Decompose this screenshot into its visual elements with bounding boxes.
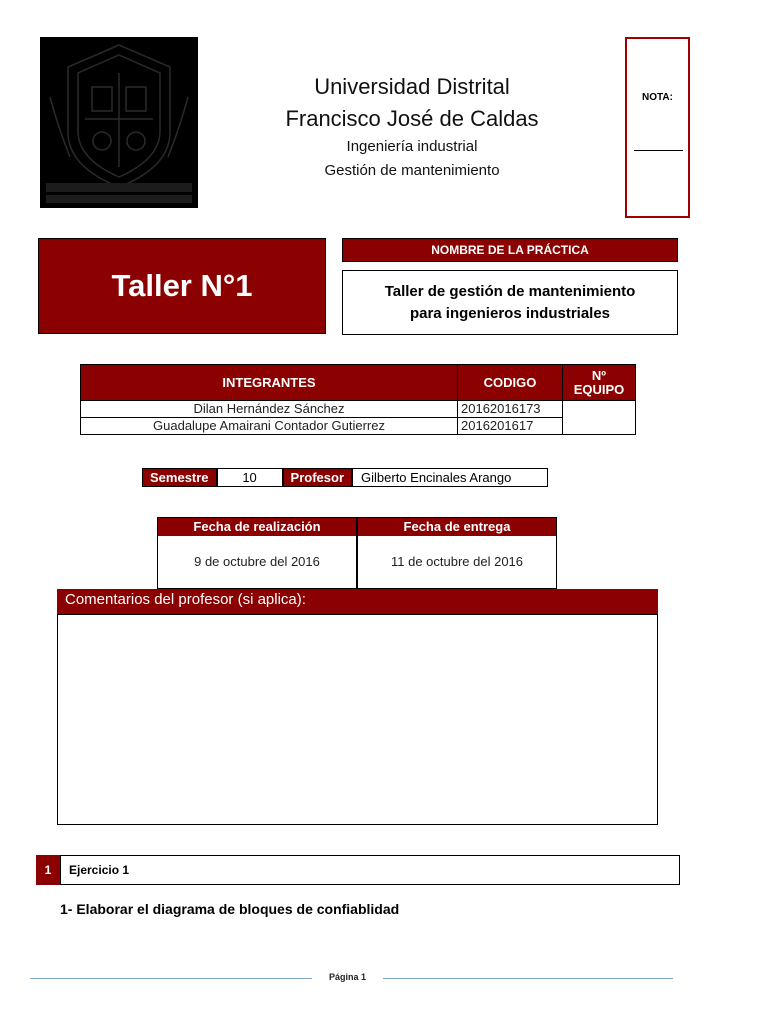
members-header: INTEGRANTES xyxy=(81,365,458,401)
university-seal-icon xyxy=(40,37,198,208)
page-number: Página 1 xyxy=(328,972,366,982)
member-code: 2016201617 xyxy=(458,418,563,435)
code-header: CODIGO xyxy=(458,365,563,401)
completion-date-value: 9 de octubre del 2016 xyxy=(194,554,320,569)
comments-box xyxy=(57,614,658,825)
footer-line-left xyxy=(30,978,312,979)
due-date-cell xyxy=(357,517,557,589)
team-number-header xyxy=(563,365,636,401)
course-info-row xyxy=(142,468,548,487)
course-name: Gestión de mantenimiento xyxy=(324,162,500,179)
practice-title: Taller N°1 xyxy=(38,238,326,334)
due-date-value: 11 de octubre del 2016 xyxy=(390,554,524,569)
member-name: Dilan Hernández Sánchez xyxy=(81,401,458,418)
completion-date-cell xyxy=(157,517,357,589)
member-code: 20162016173 xyxy=(458,401,563,418)
dates-table xyxy=(157,517,557,589)
semester-label: Semestre xyxy=(142,468,217,487)
team-number-cell xyxy=(563,401,636,435)
exercise-instruction: 1- Elaborar el diagrama de bloques de confiablidad xyxy=(60,901,400,917)
table-row xyxy=(81,418,636,435)
footer-line-right xyxy=(383,978,673,979)
practice-name-line2: para ingenieros industriales xyxy=(409,304,611,322)
practice-name-header: NOMBRE DE LA PRÁCTICA xyxy=(342,238,678,262)
team-table xyxy=(80,364,636,435)
member-name: Guadalupe Amairani Contador Gutierrez xyxy=(81,418,458,435)
table-row xyxy=(81,401,636,418)
semester-value: 10 xyxy=(217,468,283,487)
comments-header: Comentarios del profesor (si aplica): xyxy=(57,589,658,614)
university-name-line1: Universidad Distrital xyxy=(314,74,510,99)
professor-label: Profesor xyxy=(283,468,352,487)
team-number-header-line2: EQUIPO xyxy=(573,381,625,397)
grade-line xyxy=(634,150,683,151)
practice-name-line1: Taller de gestión de mantenimiento xyxy=(384,282,636,300)
department-name: Ingeniería industrial xyxy=(346,138,478,155)
grade-label: NOTA: xyxy=(642,92,673,103)
exercise-number: 1 xyxy=(36,855,60,885)
exercise-title: Ejercicio 1 xyxy=(60,855,680,885)
grade-box xyxy=(625,37,690,218)
completion-date-label: Fecha de realización xyxy=(158,518,356,536)
professor-value: Gilberto Encinales Arango xyxy=(352,468,548,487)
due-date-label: Fecha de entrega xyxy=(358,518,556,536)
practice-name-box xyxy=(342,270,678,335)
university-name-line2: Francisco José de Caldas xyxy=(285,106,539,131)
team-number-header-line1: Nº xyxy=(591,367,607,383)
